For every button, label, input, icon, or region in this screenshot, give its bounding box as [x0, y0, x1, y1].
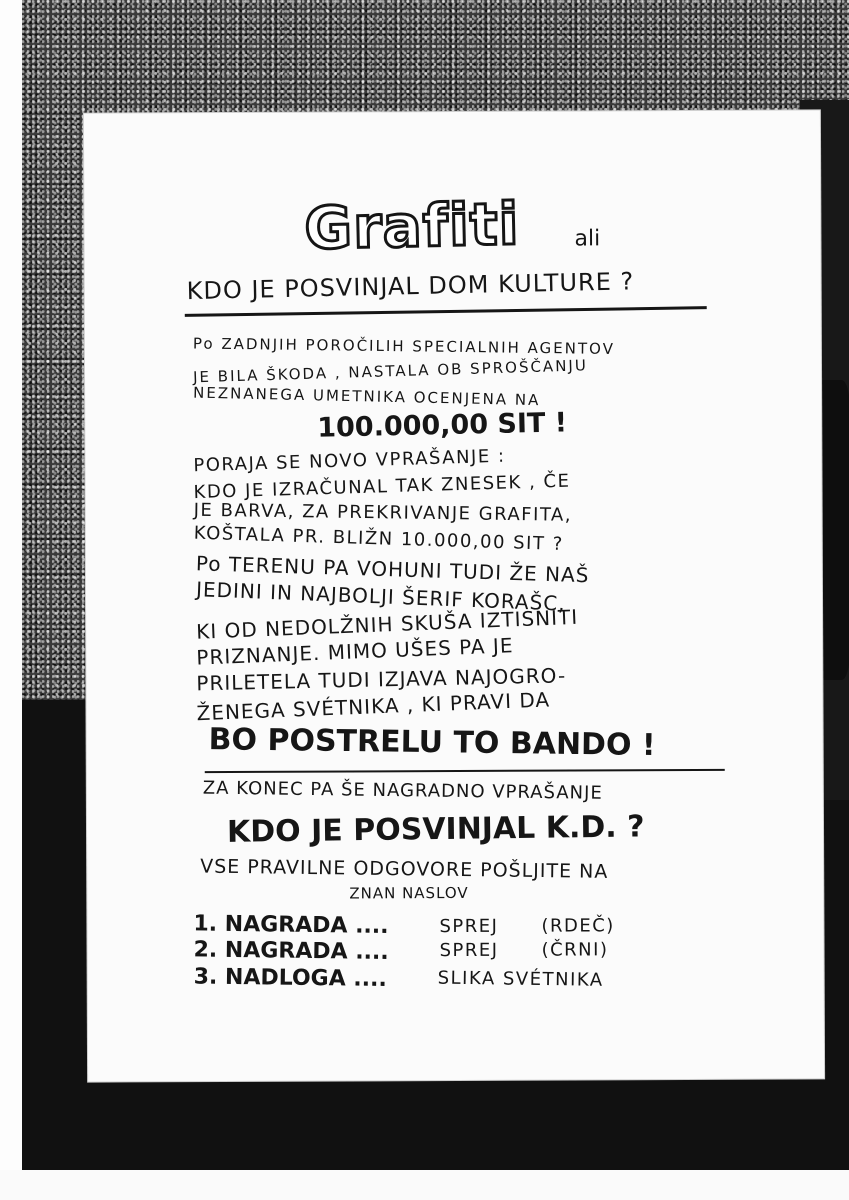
scan-left-margin — [0, 0, 22, 1200]
scan-bottom-margin — [0, 1170, 849, 1200]
text-line: ZNAN NASLOV — [349, 883, 469, 903]
text-line: PRIZNANJE. MIMO UŠES PA JE — [195, 633, 514, 670]
damage-amount: 100.000,00 SIT ! — [316, 407, 568, 444]
prize-item: SPREJ — [439, 939, 499, 962]
text-line: Po TERENU PA VOHUNI TUDI ŽE NAŠ — [195, 551, 590, 588]
handwritten-poster — [84, 110, 824, 1081]
quote-underline — [205, 769, 725, 773]
text-line: KDO JE IZRAČUNAL TAK ZNESEK , ČE — [193, 470, 571, 504]
prize-item: SPREJ — [439, 915, 499, 938]
text-line: JE BILA ŠKODA , NASTALA OB SPROŠČANJU — [192, 356, 589, 387]
text-line: ZA KONEC PA ŠE NAGRADNO VPRAŠANJE — [202, 777, 603, 804]
poster-title-ali: ali — [574, 226, 601, 252]
subtitle-underline — [185, 306, 707, 317]
prize-item: SLIKA SVÉTNIKA — [437, 967, 604, 991]
prize-label: 3. NADLOGA .... — [193, 964, 387, 992]
prize-question: KDO JE POSVINJAL K.D. ? — [226, 809, 645, 850]
text-line: PORAJA SE NOVO VPRAŠANJE : — [193, 445, 506, 477]
bando-quote: BO POSTRELU TO BANDO ! — [208, 722, 656, 764]
text-line: Po ZADNJIH POROČILIH SPECIALNIH AGENTOV — [192, 334, 616, 358]
text-line: NEZNANEGA UMETNIKA OCENJENA NA — [192, 383, 541, 410]
text-line: KI OD NEDOLŽNIH SKUŠA IZTISNITI — [195, 604, 579, 644]
prize-note: (ČRNI) — [541, 939, 609, 961]
text-line: ŽENEGA SVÉTNIKA , KI PRAVI DA — [196, 687, 551, 726]
text-line: KOŠTALA PR. BLIŽN 10.000,00 SIT ? — [193, 522, 564, 555]
prize-label: 1. NAGRADA .... — [193, 911, 389, 939]
text-line: VSE PRAVILNE ODGOVORE POŠLJITE NA — [200, 855, 609, 883]
text-line: PRILETELA TUDI IZJAVA NAJOGRO- — [196, 663, 567, 696]
prize-note: (RDEČ) — [541, 915, 615, 937]
poster-subtitle: KDO JE POSVINJAL DOM KULTURE ? — [186, 267, 635, 306]
text-line: JE BARVA, ZA PREKRIVANJE GRAFITA, — [193, 499, 573, 526]
poster-title: Grafiti — [303, 189, 521, 263]
prize-label: 2. NAGRADA .... — [193, 937, 389, 965]
text-line: JEDINI IN NAJBOLJI ŠERIF KORAŠC, — [195, 577, 567, 616]
